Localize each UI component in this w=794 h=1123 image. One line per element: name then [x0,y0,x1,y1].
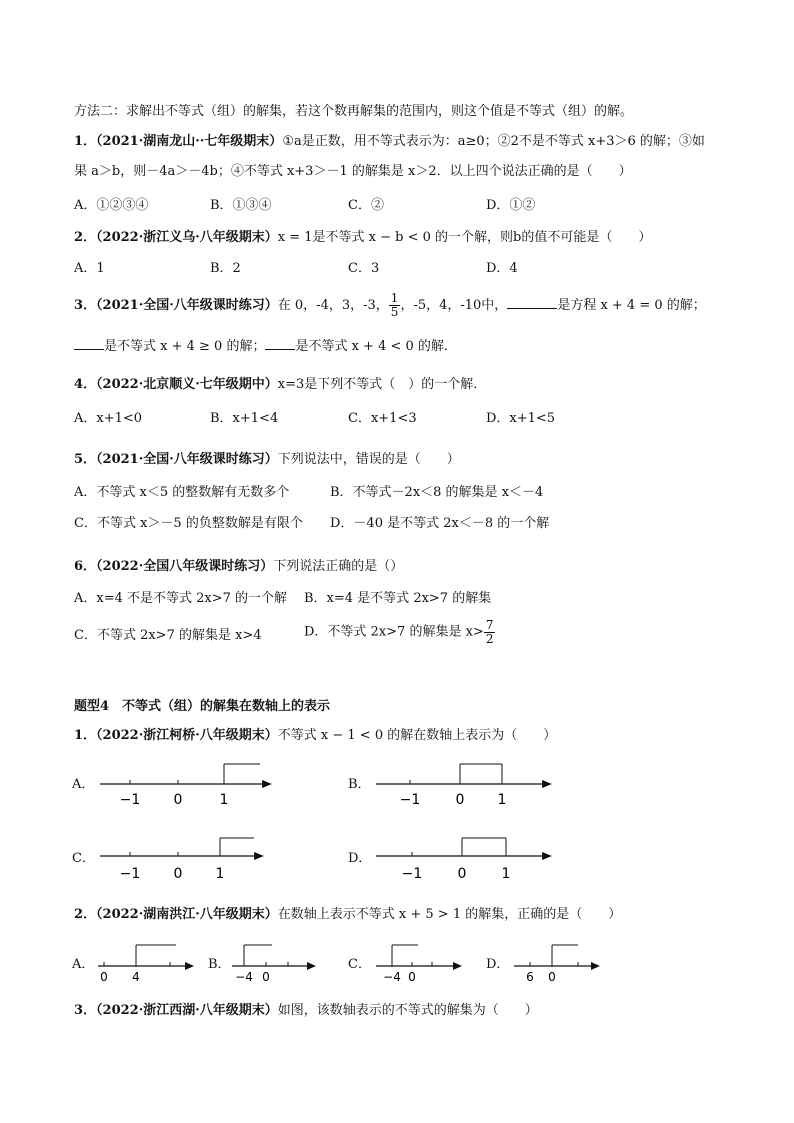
option-d: D．4 [486,261,518,276]
option-c: C．x+1<3 [348,411,417,426]
option-c: C．不等式 x＞－5 的负整数解是有限个 [74,516,303,531]
tick-label: 6 [526,970,534,984]
tick-label: 0 [100,970,108,984]
option-b-label: B． [208,957,231,972]
question-source: （2022·湖南洪江·八年级期末） [96,907,278,922]
option-d: D．x+1<5 [486,411,556,426]
question-text: 下列说法中，错误的是（ ） [277,452,460,467]
question-text: 下列说法正确的是（） [273,559,404,574]
number-line-b [228,942,320,984]
option-a: A．x+1<0 [74,411,143,426]
tick-label: 1 [501,866,511,882]
option-d: D．①② [486,198,536,213]
tick-label: 0 [173,792,183,808]
tick-label: −1 [401,866,423,882]
question-number: 2． [74,230,97,245]
option-b: B．x+1<4 [210,411,279,426]
tick-label: −4 [383,970,401,984]
question-number: 1． [74,728,97,743]
option-c: C．3 [348,261,380,276]
question-text: 在数轴上表示不等式 x + 5 > 1 的解集，正确的是（ ） [277,907,622,922]
question-5 [74,451,460,469]
question-3-line2: 是不等式 x + 4 ≥ 0 的解； 是不等式 x + 4 < 0 的解． [74,335,457,356]
question-1-line2: 果 a＞b，则－4a＞－4b；④不等式 x+3＞－1 的解集是 x＞2．以上四个说法正确的是（ ） [74,164,632,179]
question-number: 2． [74,907,97,922]
question-source: （2022·浙江柯桥·八年级期末） [96,728,278,743]
option-a: A．1 [74,261,105,276]
question-source: （2021·全国·八年级课时练习） [96,298,278,313]
number-line-c [98,836,270,884]
option-a: A．①②③④ [74,198,149,213]
question-1 [74,133,705,151]
question-text: 如图，该数轴表示的不等式的解集为（ ） [277,1003,538,1018]
tick-label: 1 [215,866,225,882]
option-b: B．不等式－2x＜8 的解集是 x＜－4 [330,485,544,500]
tick-label: 1 [219,792,229,808]
tick-label: 0 [173,866,183,882]
question-source: （2022·全国八年级课时练习） [96,559,274,574]
tick-label: −1 [119,866,141,882]
option-d-label: D． [348,851,372,866]
option-b: B．2 [210,261,241,276]
question-source: （2022·北京顺义·七年级期中） [96,377,278,392]
tick-label: 4 [132,970,140,984]
section-question-1 [74,727,556,745]
option-a-label: A． [72,957,95,972]
number-line-a [98,762,276,810]
tick-label: −1 [119,792,141,808]
tick-label: 0 [408,970,416,984]
question-text: 不等式 x − 1 < 0 的解在数轴上表示为（ ） [277,728,557,743]
tick-label: 0 [262,970,270,984]
option-c-label: C． [72,851,95,866]
answer-blank[interactable] [74,335,104,350]
number-line-c [372,942,466,984]
section-question-3 [74,1002,538,1020]
question-source: （2022·浙江西湖·八年级期末） [96,1003,278,1018]
question-number: 1． [74,134,97,149]
question-source: （2022·浙江义乌·八年级期末） [96,230,278,245]
question-source: （2021·湖南龙山··七年级期末） [96,134,283,149]
option-c: C．不等式 2x>7 的解集是 x>4 [74,628,262,643]
question-number: 3． [74,298,97,313]
question-text: x = 1是不等式 x − b < 0 的一个解，则b的值不可能是（ ） [277,230,652,245]
fraction: $\frac{1}{5}$ [390,291,399,319]
question-text: 在 0，-4，3，-3， [277,298,389,313]
tick-label: −1 [399,792,421,808]
section-heading: 题型4 不等式（组）的解集在数轴上的表示 [74,699,331,714]
question-3: 3．（2021·全国·八年级课时练习）在 0，-4，3，-3， $\frac{1}{5}$ ，-5，4，-10中， 是方程 x + 4 = 0 的解； [74,291,706,319]
question-6 [74,558,403,576]
option-b: B．x=4 是不等式 2x>7 的解集 [304,591,492,606]
tick-label: 0 [455,792,465,808]
section-question-2 [74,906,621,924]
tick-label: 1 [497,792,507,808]
intro-text: 方法二：求解出不等式（组）的解集，若这个数再解集的范围内，则这个值是不等式（组）的解。 [74,104,634,119]
option-a-label: A． [72,777,95,792]
question-number: 3． [74,1003,97,1018]
question-number: 5． [74,452,97,467]
option-c-label: C． [348,957,371,972]
question-4 [74,376,486,394]
number-line-a [94,942,198,984]
option-a: A．不等式 x＜5 的整数解有无数多个 [74,485,290,500]
option-c: C．② [348,198,384,213]
option-b-label: B． [348,777,371,792]
question-text: x=3是下列不等式（ ）的一个解． [277,377,487,392]
option-b: B．①③④ [210,198,272,213]
question-source: （2021·全国·八年级课时练习） [96,452,278,467]
option-a: A．x=4 不是不等式 2x>7 的一个解 [74,591,288,606]
number-line-b [374,762,558,810]
option-d: D．－40 是不等式 2x＜－8 的一个解 [330,516,550,531]
fraction: $\frac{7}{2}$ [485,618,494,646]
number-line-d [374,836,558,884]
question-number: 6． [74,559,97,574]
option-d: D．不等式 2x>7 的解集是 x> $\frac{7}{2}$ [304,618,494,646]
tick-label: −4 [235,970,253,984]
answer-blank[interactable] [265,335,295,350]
question-number: 4． [74,377,97,392]
option-d-label: D． [486,957,510,972]
tick-label: 0 [457,866,467,882]
question-2 [74,229,651,247]
question-text: ①a是正数，用不等式表示为：a≥0；②2不是不等式 x+3＞6 的解；③如 [282,134,705,149]
tick-label: 0 [548,970,556,984]
answer-blank[interactable] [507,294,557,309]
number-line-d [510,942,604,984]
